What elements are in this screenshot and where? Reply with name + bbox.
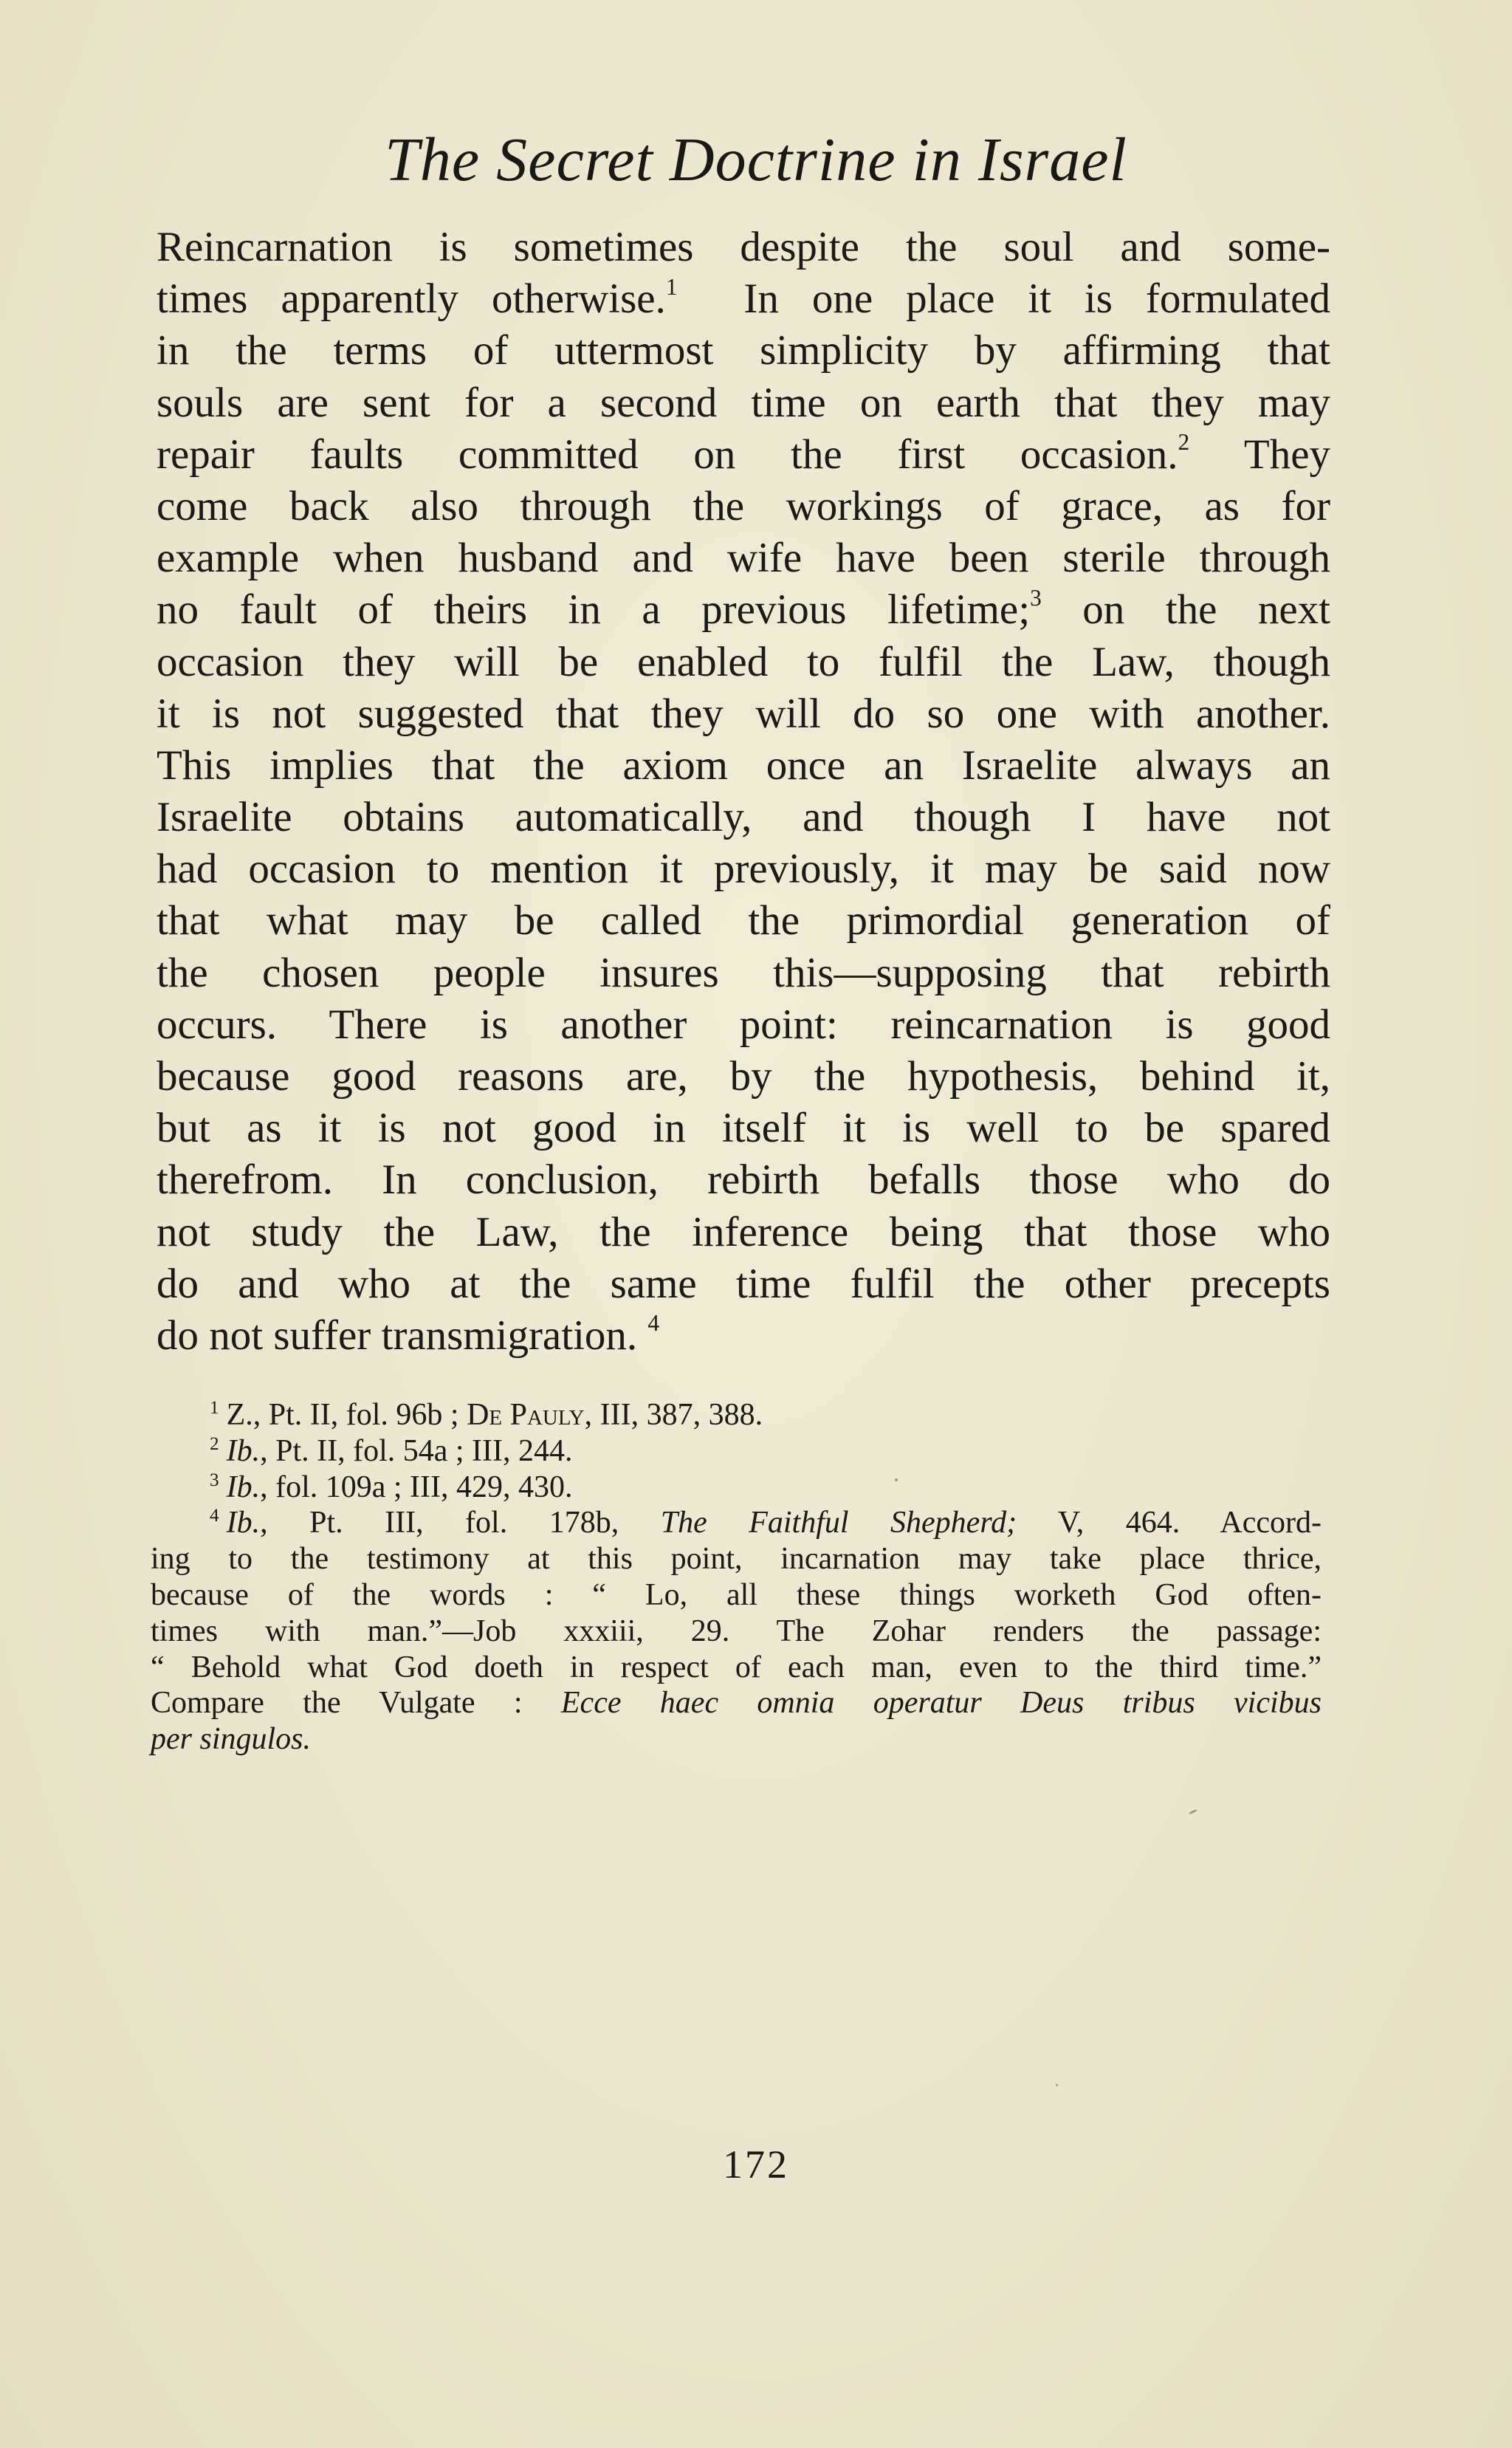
body-line: repair faults committed on the first occasion.$^2$ They xyxy=(157,429,1330,478)
footnote-line: Compare the Vulgate : Ecce haec omnia operatur Deus tribus vicibus xyxy=(151,1686,1322,1721)
footnote-mark: 4 xyxy=(210,1506,219,1526)
body-line: Israelite obtains automatically, and though I have not xyxy=(157,794,1330,841)
paper-speck xyxy=(1189,1809,1197,1815)
body-line: Reincarnation is sometimes despite the soul and some- xyxy=(157,224,1330,270)
body-line: come back also through the workings of grace, as for xyxy=(157,482,1330,529)
body-line: it is not suggested that they will do so one with another. xyxy=(157,690,1330,737)
footnote-mark: 1 xyxy=(210,1398,219,1418)
footnote-line: times with man.”—Job xxxiii, 29. The Zohar renders the passage: xyxy=(151,1614,1322,1648)
body-line: This implies that the axiom once an Israelite always an xyxy=(157,741,1330,789)
footnote-3: $^3$ Ib., fol. 109a ; III, 429, 430. xyxy=(210,1470,573,1504)
body-line: occasion they will be enabled to fulfil the Law, though xyxy=(157,638,1330,685)
body-line: but as it is not good in itself it is well to be spared xyxy=(157,1105,1330,1152)
body-line: do not suffer transmigration. $^4$ xyxy=(157,1310,660,1359)
body-line: in the terms of uttermost simplicity by affirming that xyxy=(157,327,1330,374)
footnotes xyxy=(151,1397,1322,1758)
running-head: The Secret Doctrine in Israel xyxy=(385,126,1127,194)
footnote-1: $^1$ Z., Pt. II, fol. 96b ; De Pauly, III, 387, 388. xyxy=(210,1398,763,1432)
body-line: no fault of theirs in a previous lifetime;$^3$ on the next xyxy=(157,584,1330,634)
page-number: 172 xyxy=(723,2142,789,2187)
body-line: the chosen people insures this—supposing that rebirth xyxy=(157,949,1330,996)
footnote-mark: 2 xyxy=(210,1433,219,1454)
body-line: not study the Law, the inference being that those who xyxy=(157,1208,1330,1255)
body-line: that what may be called the primordial generation of xyxy=(157,897,1330,944)
footnote-mark: 3 xyxy=(210,1470,219,1490)
footnote-line: per singulos. xyxy=(151,1722,312,1757)
body-line: therefrom. In conclusion, rebirth befalls those who do xyxy=(157,1156,1330,1204)
body-line: souls are sent for a second time on earth that they may xyxy=(157,379,1330,426)
footnote-4: $^4$ Ib., Pt. III, fol. 178b, The Faithful Shepherd; V, 464. Accord- xyxy=(210,1506,1322,1540)
note-ref[interactable]: 4 xyxy=(647,1310,660,1337)
body-line: because good reasons are, by the hypothesis, behind it, xyxy=(157,1053,1330,1100)
paper-speck xyxy=(1056,2084,1058,2086)
paper-speck xyxy=(895,1478,898,1481)
body-line: example when husband and wife have been sterile through xyxy=(157,535,1330,582)
body-line: do and who at the same time fulfil the other precepts xyxy=(157,1260,1330,1307)
note-ref[interactable]: 2 xyxy=(1178,429,1190,456)
footnote-line: because of the words : “ Lo, all these things worketh God often- xyxy=(151,1577,1322,1612)
body-paragraph xyxy=(157,222,1330,1362)
note-ref[interactable]: 3 xyxy=(1030,584,1042,611)
body-line: times apparently otherwise.$^1$ In one place it is formulated xyxy=(157,273,1330,323)
body-line: occurs. There is another point: reincarnation is good xyxy=(157,1001,1330,1048)
body-line: had occasion to mention it previously, it may be said now xyxy=(157,846,1330,893)
note-ref[interactable]: 1 xyxy=(665,273,678,300)
footnote-2: $^2$ Ib., Pt. II, fol. 54a ; III, 244. xyxy=(210,1433,573,1468)
footnote-line: ing to the testimony at this point, incarnation may take place thrice, xyxy=(151,1542,1322,1577)
footnote-line: “ Behold what God doeth in respect of each man, even to the third time.” xyxy=(151,1650,1322,1684)
